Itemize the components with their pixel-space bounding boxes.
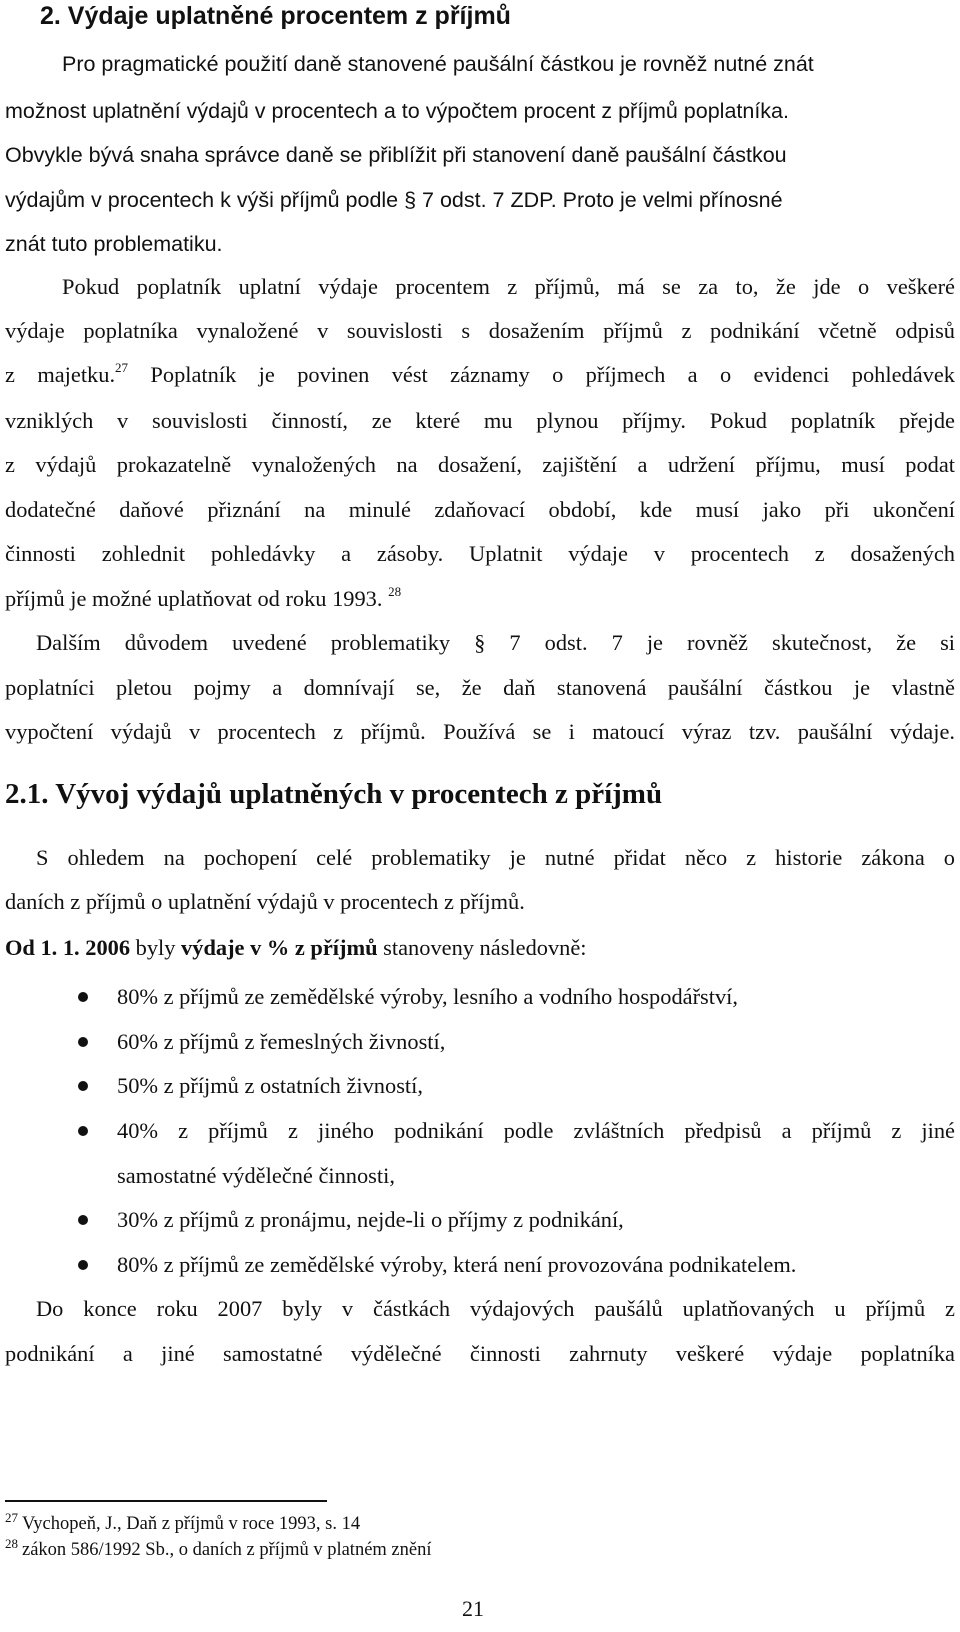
footnote-text: zákon 586/1992 Sb., o daních z příjmů v platném znění: [22, 1540, 432, 1560]
paragraph-5-text: byly: [130, 935, 182, 960]
paragraph-4-line-1: S ohledem na pochopení celé problematiky je nutné přidat něco z historie zákona o: [36, 845, 955, 870]
paragraph-3-line-2: poplatníci pletou pojmy a domnívají se, že daň stanovená paušální částkou je vlastně: [5, 675, 955, 700]
footnote-27: [5, 1512, 360, 1537]
footnote-text: Vychopeň, J., Daň z příjmů v roce 1993, s. 14: [22, 1514, 361, 1534]
paragraph-1-line-5: znát tuto problematiku.: [5, 232, 223, 256]
footnote-ref-28: 28: [388, 584, 402, 599]
paragraph-2-line-2: výdaje poplatníka vynaložené v souvislosti s dosažením příjmů z podnikání včetně odpisů: [5, 318, 955, 343]
paragraph-2-line-3: [5, 360, 955, 393]
page-number: 21: [462, 1596, 484, 1621]
paragraph-2-text: příjmů je možné uplatňovat od roku 1993.: [5, 586, 383, 611]
paragraph-6-line-2: podnikání a jiné samostatné výdělečné činnosti zahrnuty veškeré výdaje poplatníka: [5, 1341, 955, 1366]
bullet-dot: [78, 992, 88, 1002]
expenses-emphasis: výdaje v % z příjmů: [181, 935, 378, 960]
footnote-number: 28: [5, 1536, 18, 1551]
footnote-28: [5, 1538, 431, 1563]
bullet-dot: [78, 1260, 88, 1270]
list-item: 60% z příjmů z řemeslných živností,: [117, 1029, 446, 1054]
list-item: 80% z příjmů ze zemědělské výroby, lesního a vodního hospodářství,: [117, 984, 738, 1009]
footnote-number: 27: [5, 1510, 18, 1525]
paragraph-2-line-7: činnosti zohlednit pohledávky a zásoby. Uplatnit výdaje v procentech z dosažených: [5, 541, 955, 566]
paragraph-1-line-2: možnost uplatnění výdajů v procentech a to výpočtem procent z příjmů poplatníka.: [5, 99, 789, 123]
list-item: 50% z příjmů z ostatních živností,: [117, 1073, 423, 1098]
list-item: 80% z příjmů ze zemědělské výroby, která není provozována podnikatelem.: [117, 1252, 797, 1277]
bullet-dot: [78, 1081, 88, 1091]
paragraph-2-line-6: dodatečné daňové přiznání na minulé zdaňovací období, kde musí jako při ukončení: [5, 497, 955, 522]
chapter-heading: 2. Výdaje uplatněné procentem z příjmů: [40, 2, 511, 30]
list-item-continuation: samostatné výdělečné činnosti,: [117, 1163, 395, 1188]
list-item: 40% z příjmů z jiného podnikání podle zvláštních předpisů a příjmů z jiné: [117, 1118, 955, 1143]
paragraph-2-line-8: [5, 584, 955, 617]
paragraph-4-line-2: daních z příjmů o uplatnění výdajů v procentech z příjmů.: [5, 889, 525, 914]
date-emphasis: Od 1. 1. 2006: [5, 935, 131, 960]
paragraph-1-line-3: Obvykle bývá snaha správce daně se přiblížit při stanovení daně paušální částkou: [5, 143, 787, 167]
bullet-dot: [78, 1215, 88, 1225]
paragraph-2-line-1: Pokud poplatník uplatní výdaje procentem z příjmů, má se za to, že jde o veškeré: [62, 274, 955, 299]
list-item: 30% z příjmů z pronájmu, nejde-li o příjmy z podnikání,: [117, 1207, 624, 1232]
section-heading: 2.1. Vývoj výdajů uplatněných v procentech z příjmů: [5, 778, 663, 810]
paragraph-3-line-3: vypočtení výdajů v procentech z příjmů. Používá se i matoucí výraz tzv. paušální výdaje.: [5, 719, 955, 744]
bullet-dot: [78, 1037, 88, 1047]
paragraph-1-line-1: Pro pragmatické použití daně stanovené paušální částkou je rovněž nutné znát: [62, 52, 814, 76]
paragraph-3-line-1: Dalším důvodem uvedené problematiky § 7 odst. 7 je rovněž skutečnost, že si: [36, 630, 955, 655]
bullet-dot: [78, 1126, 88, 1136]
paragraph-5: [5, 933, 955, 963]
paragraph-6-line-1: Do konce roku 2007 byly v částkách výdajových paušálů uplatňovaných u příjmů z: [36, 1296, 955, 1321]
footnote-separator: [5, 1500, 327, 1502]
paragraph-2-line-4: vzniklých v souvislosti činností, ze které mu plynou příjmy. Pokud poplatník přejde: [5, 408, 955, 433]
paragraph-1-line-4: výdajům v procentech k výši příjmů podle § 7 odst. 7 ZDP. Proto je velmi přínosné: [5, 188, 783, 212]
paragraph-2-line-5: z výdajů prokazatelně vynaložených na dosažení, zajištění a udržení příjmu, musí podat: [5, 452, 955, 477]
footnote-ref-27: 27: [115, 360, 129, 375]
paragraph-2-text: Poplatník je povinen vést záznamy o příjmech a o evidenci pohledávek: [128, 362, 955, 387]
paragraph-2-text: z majetku.: [5, 362, 116, 387]
paragraph-5-text: stanoveny následovně:: [377, 935, 587, 960]
